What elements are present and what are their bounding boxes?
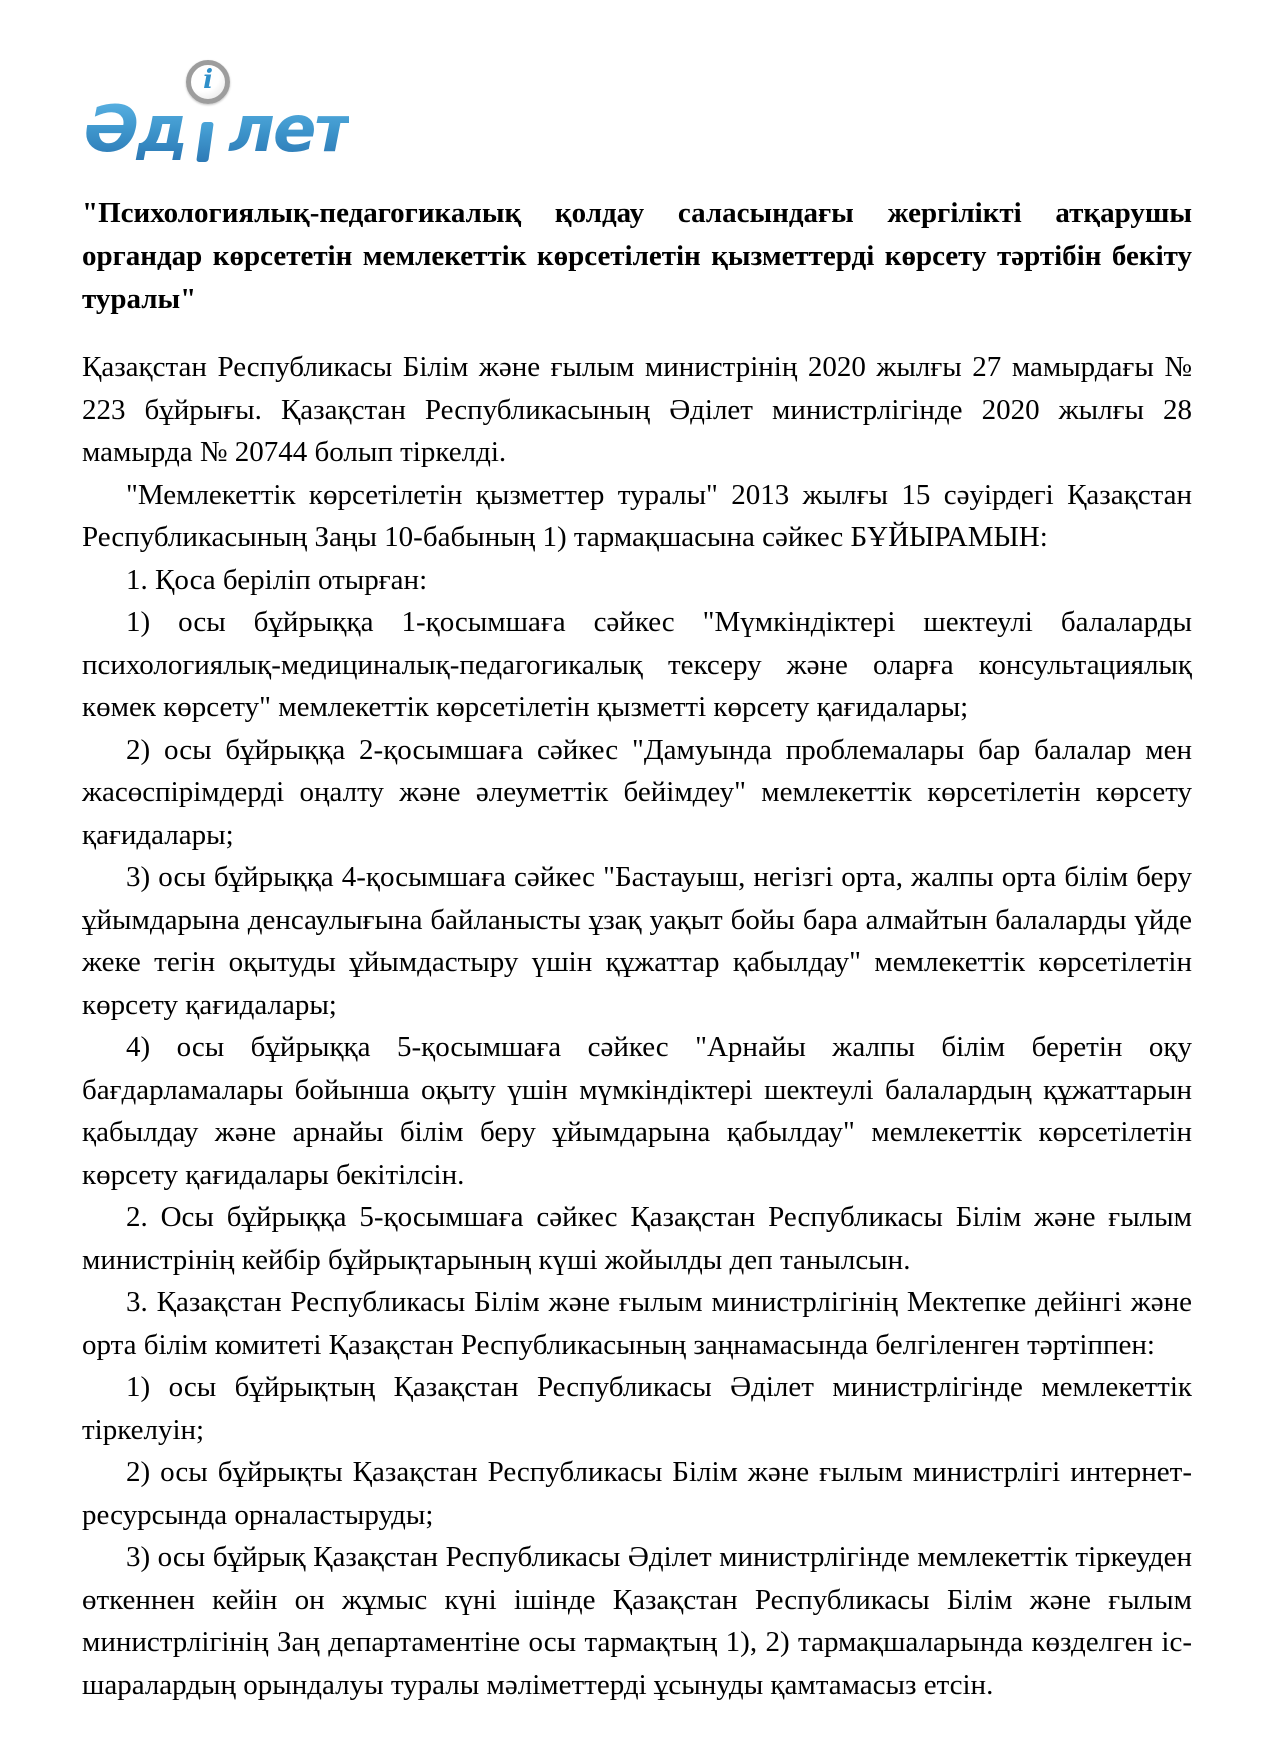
paragraph-item-1-sub-2: 2) осы бұйрыққа 2-қосымшаға сәйкес "Дамуында проблемалары бар балалар мен жасөспірімдерді оңалту және әлеуметтік бейімдеу" мемлекеттік көрсетілетін көрсету қағидалары;: [82, 733, 1192, 851]
paragraph-item-1-sub-1: 1) осы бұйрыққа 1-қосымшаға сәйкес "Мүмкіндіктері шектеулі балаларды психологиялық-медициналық-педагогикалық тексеру және оларға консультациялық көмек көрсету" мемлекеттік көрсетілетін қызметті көрсету қағидалары;: [82, 606, 1192, 723]
adilet-logo: [84, 65, 1192, 167]
paragraph-item-3-sub-3: 3) осы бұйрық Қазақстан Республикасы Әділет министрлігінде мемлекеттік тіркеуден өткеннен кейін он жұмыс күні ішінде Қазақстан Республикасы Білім және ғылым министрлігінің Заң департаментіне осы тармақтың 1), 2) тармақшаларында көзделген іс-шаралардың орындалуы туралы мәліметтерді ұсынуды қамтамасыз етсін.: [82, 1541, 1192, 1701]
document-title: "Психологиялық-педагогикалық қолдау саласындағы жергілікті атқарушы органдар көрсететін мемлекеттік көрсетілетін қызметтерді көрсету тәртібін бекіту туралы": [82, 197, 1192, 315]
paragraph-item-3-sub-1: 1) осы бұйрықтың Қазақстан Республикасы Әділет министрлігінде мемлекеттік тіркелуін;: [82, 1371, 1192, 1446]
logo-i-stem: [196, 122, 214, 162]
logo-text-after: лет: [228, 93, 350, 167]
paragraph-item-1-sub-4: 4) осы бұйрыққа 5-қосымшаға сәйкес "Арнайы жалпы білім беретін оқу бағдарламалары бойынша оқыту үшін мүмкіндіктері шектеулі балалардың құжаттарын қабылдау және арнайы білім беру ұйымдарына қабылдау" мемлекеттік көрсетілетін көрсету қағидалары бекітілсін.: [82, 1031, 1192, 1191]
magnifier-letter: i: [203, 65, 214, 95]
paragraph-item-1: 1. Қоса беріліп отырған:: [126, 563, 428, 596]
logo-text-before: Әд: [84, 93, 187, 167]
logo-letter-i: [190, 65, 226, 162]
paragraph-legal-basis: "Мемлекеттік көрсетілетін қызметтер туралы" 2013 жылғы 15 сәуірдегі Қазақстан Республикасының Заңы 10-бабының 1) тармақшасына сәйкес БҰЙЫРАМЫН:: [82, 478, 1192, 553]
paragraph-item-3-sub-2: 2) осы бұйрықты Қазақстан Республикасы Білім және ғылым министрлігі интернет-ресурсында орналастыруды;: [82, 1456, 1192, 1531]
paragraph-item-3: 3. Қазақстан Республикасы Білім және ғылым министрлігінің Мектепке дейінгі және орта білім комитеті Қазақстан Республикасының заңнамасында белгіленген тәртіппен:: [82, 1286, 1192, 1361]
paragraph-item-2: 2. Осы бұйрыққа 5-қосымшаға сәйкес Қазақстан Республикасы Білім және ғылым министрінің кейбір бұйрықтарының күші жойылды деп танылсын.: [82, 1201, 1192, 1276]
magnifier-icon: [186, 60, 230, 104]
paragraph-order-info: Қазақстан Республикасы Білім және ғылым министрінің 2020 жылғы 27 мамырдағы № 223 бұйрығы. Қазақстан Республикасының Әділет министрлігінде 2020 жылғы 28 мамырда № 20744 болып тіркелді.: [82, 351, 1192, 468]
paragraph-item-1-sub-3: 3) осы бұйрыққа 4-қосымшаға сәйкес "Бастауыш, негізгі орта, жалпы орта білім беру ұйымдарына денсаулығына байланысты ұзақ уақыт бойы бара алмайтын балаларды үйде жеке тегін оқытуды ұйымдастыру үшін құжаттар қабылдау" мемлекеттік көрсетілетін көрсету қағидалары;: [82, 861, 1192, 1021]
